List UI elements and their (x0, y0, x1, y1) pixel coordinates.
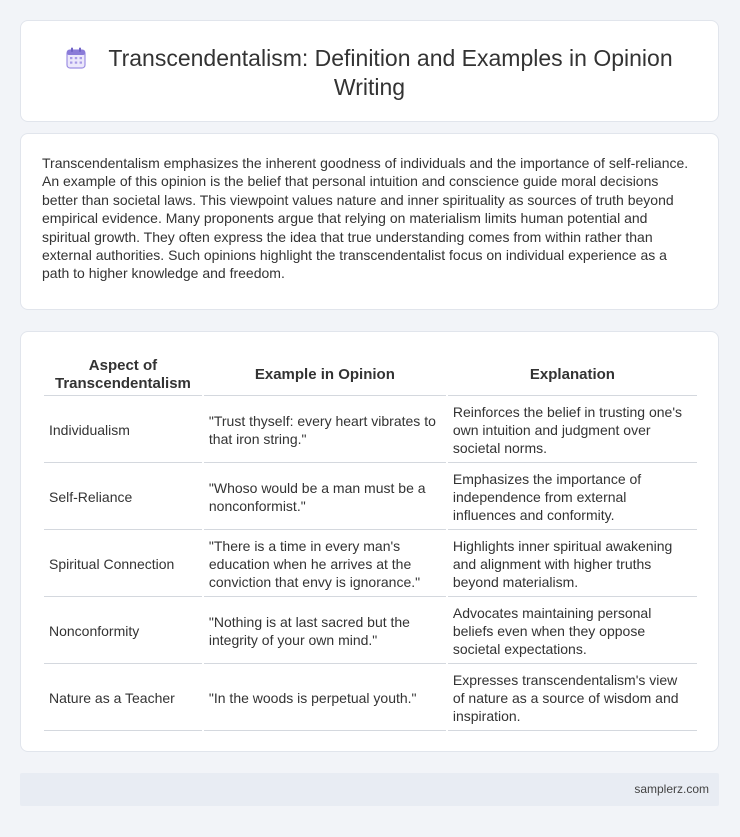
table-row (44, 398, 697, 463)
table-row (44, 532, 697, 597)
table-card (20, 331, 719, 752)
cell-example: "There is a time in every man's education when he arrives at the conviction that envy is ignorance." (204, 532, 446, 597)
cell-aspect: Individualism (44, 398, 202, 463)
cell-example: "Nothing is at last sacred but the integrity of your own mind." (204, 599, 446, 664)
cell-aspect: Nature as a Teacher (44, 666, 202, 731)
cell-aspect: Nonconformity (44, 599, 202, 664)
page-title (41, 44, 698, 102)
cell-explanation: Expresses transcendentalism's view of nature as a source of wisdom and inspiration. (448, 666, 697, 731)
header-aspect: Aspect of Transcendentalism (44, 354, 202, 396)
cell-explanation: Advocates maintaining personal beliefs even when they oppose societal expectations. (448, 599, 697, 664)
header-explanation: Explanation (448, 354, 697, 396)
intro-paragraph: Transcendentalism emphasizes the inherent goodness of individuals and the importance of self-reliance. An example of this opinion is the belief that personal intuition and conscience guide moral decisions better than societal laws. This viewpoint values nature and inner spirituality as sources of truth beyond empirical evidence. Many proponents argue that relying on materialism limits human potential and spiritual growth. They often express the idea that true understanding comes from within rather than external authorities. Such opinions highlight the transcendentalist focus on individual experience as a path to higher knowledge and freedom. (42, 155, 689, 282)
cell-aspect: Spiritual Connection (44, 532, 202, 597)
table-row (44, 465, 697, 530)
table-row (44, 666, 697, 731)
table-row (44, 599, 697, 664)
cell-example: "Whoso would be a man must be a nonconformist." (204, 465, 446, 530)
comparison-table (42, 352, 699, 733)
table-header-row (44, 354, 697, 396)
header-card (20, 20, 719, 122)
intro-card (20, 133, 719, 310)
cell-explanation: Highlights inner spiritual awakening and alignment with higher truths beyond materialism. (448, 532, 697, 597)
header-example: Example in Opinion (204, 354, 446, 396)
footer-site-link[interactable]: samplerz.com (634, 782, 709, 796)
calendar-icon (66, 47, 86, 69)
title-wrap (21, 44, 718, 102)
cell-example: "In the woods is perpetual youth." (204, 666, 446, 731)
cell-explanation: Emphasizes the importance of independence from external influences and conformity. (448, 465, 697, 530)
cell-explanation: Reinforces the belief in trusting one's own intuition and judgment over societal norms. (448, 398, 697, 463)
footer-bar (20, 773, 719, 806)
page-title-text: Transcendentalism: Definition and Examples in Opinion Writing (108, 45, 673, 100)
cell-aspect: Self-Reliance (44, 465, 202, 530)
cell-example: "Trust thyself: every heart vibrates to that iron string." (204, 398, 446, 463)
